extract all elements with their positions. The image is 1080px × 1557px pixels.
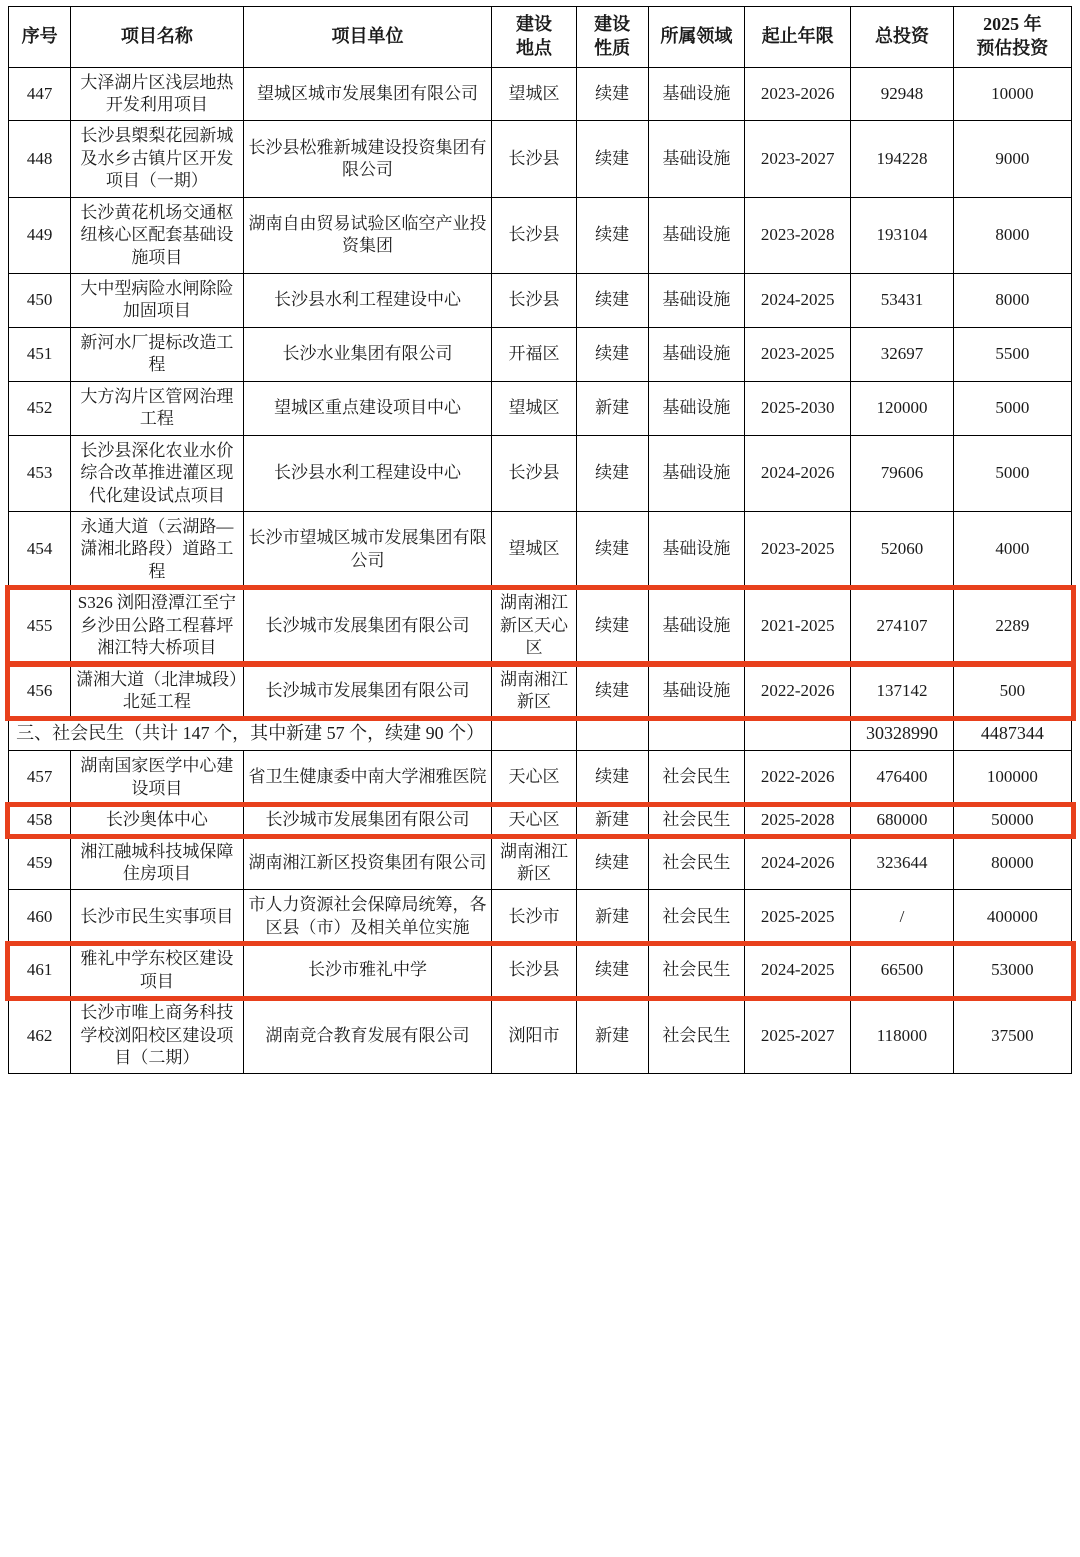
cell-field: 基础设施 xyxy=(648,327,744,381)
cell-total: 118000 xyxy=(851,998,953,1074)
cell-years: 2025-2027 xyxy=(745,998,851,1074)
cell-years: 2022-2026 xyxy=(745,664,851,718)
cell-total: 52060 xyxy=(851,511,953,587)
cell-name: 大中型病险水闸除险加固项目 xyxy=(71,274,243,328)
cell-nature: 续建 xyxy=(576,274,648,328)
table-row xyxy=(9,197,1072,273)
cell-total: 323644 xyxy=(851,836,953,890)
cell-unit: 望城区重点建设项目中心 xyxy=(243,381,492,435)
cell-place: 长沙县 xyxy=(492,121,576,197)
cell-unit: 省卫生健康委中南大学湘雅医院 xyxy=(243,751,492,805)
cell-est: 5000 xyxy=(953,435,1071,511)
cell-years: 2025-2030 xyxy=(745,381,851,435)
cell-nature: 续建 xyxy=(576,588,648,664)
table-row xyxy=(9,588,1072,664)
cell-years: 2024-2026 xyxy=(745,836,851,890)
cell-total: 66500 xyxy=(851,944,953,998)
cell-total: / xyxy=(851,890,953,944)
cell-nature: 新建 xyxy=(576,998,648,1074)
cell-seq: 451 xyxy=(9,327,71,381)
cell-name: 雅礼中学东校区建设项目 xyxy=(71,944,243,998)
cell-seq: 447 xyxy=(9,67,71,121)
table-row xyxy=(9,327,1072,381)
cell-unit: 市人力资源社会保障局统筹，各区县（市）及相关单位实施 xyxy=(243,890,492,944)
cell-total: 79606 xyxy=(851,435,953,511)
cell-nature: 新建 xyxy=(576,890,648,944)
cell-nature: 续建 xyxy=(576,511,648,587)
section-label: 三、社会民生（共计 147 个，其中新建 57 个，续建 90 个） xyxy=(9,718,492,751)
cell-place: 天心区 xyxy=(492,805,576,836)
cell-field: 基础设施 xyxy=(648,588,744,664)
col-header-place-line1: 建设 xyxy=(515,14,552,34)
cell-years: 2022-2026 xyxy=(745,751,851,805)
cell-years: 2023-2025 xyxy=(745,511,851,587)
cell-total: 476400 xyxy=(851,751,953,805)
cell-seq: 462 xyxy=(9,998,71,1074)
cell-place: 望城区 xyxy=(492,511,576,587)
cell-est: 400000 xyxy=(953,890,1071,944)
cell-nature: 续建 xyxy=(576,751,648,805)
table-row xyxy=(9,511,1072,587)
cell-field: 社会民生 xyxy=(648,836,744,890)
header-row xyxy=(9,7,1072,68)
table-row xyxy=(9,121,1072,197)
cell-field: 社会民生 xyxy=(648,751,744,805)
cell-seq: 458 xyxy=(9,805,71,836)
cell-name: 新河水厂提标改造工程 xyxy=(71,327,243,381)
cell-nature: 续建 xyxy=(576,664,648,718)
table-row xyxy=(9,381,1072,435)
cell-total: 120000 xyxy=(851,381,953,435)
cell-unit: 长沙水业集团有限公司 xyxy=(243,327,492,381)
cell-seq: 456 xyxy=(9,664,71,718)
cell-nature: 续建 xyxy=(576,67,648,121)
col-header-total: 总投资 xyxy=(851,7,953,68)
projects-table xyxy=(8,6,1072,1074)
col-header-seq: 序号 xyxy=(9,7,71,68)
cell-name: 湘江融城科技城保障住房项目 xyxy=(71,836,243,890)
cell-seq: 453 xyxy=(9,435,71,511)
cell-seq: 459 xyxy=(9,836,71,890)
cell-field: 基础设施 xyxy=(648,121,744,197)
cell-name: 长沙市唯上商务科技学校浏阳校区建设项目（二期） xyxy=(71,998,243,1074)
table-header xyxy=(9,7,1072,68)
cell-unit: 望城区城市发展集团有限公司 xyxy=(243,67,492,121)
cell-field: 社会民生 xyxy=(648,944,744,998)
cell-years: 2025-2025 xyxy=(745,890,851,944)
col-header-years: 起止年限 xyxy=(745,7,851,68)
cell-est: 37500 xyxy=(953,998,1071,1074)
cell-total: 137142 xyxy=(851,664,953,718)
cell-field: 社会民生 xyxy=(648,890,744,944)
cell-years xyxy=(745,718,851,751)
cell-place: 长沙县 xyxy=(492,274,576,328)
col-header-nature-line1: 建设 xyxy=(594,14,631,34)
table-row xyxy=(9,435,1072,511)
table-row xyxy=(9,664,1072,718)
cell-est: 5000 xyxy=(953,381,1071,435)
cell-name: 大方沟片区管网治理工程 xyxy=(71,381,243,435)
cell-unit: 长沙城市发展集团有限公司 xyxy=(243,588,492,664)
cell-est: 2289 xyxy=(953,588,1071,664)
table-row xyxy=(9,274,1072,328)
cell-total: 680000 xyxy=(851,805,953,836)
cell-years: 2025-2028 xyxy=(745,805,851,836)
cell-total: 53431 xyxy=(851,274,953,328)
cell-field: 基础设施 xyxy=(648,197,744,273)
cell-nature: 续建 xyxy=(576,944,648,998)
cell-unit: 长沙市望城区城市发展集团有限公司 xyxy=(243,511,492,587)
col-header-nature xyxy=(576,7,648,68)
col-header-field: 所属领域 xyxy=(648,7,744,68)
cell-total: 194228 xyxy=(851,121,953,197)
cell-seq: 457 xyxy=(9,751,71,805)
cell-seq: 450 xyxy=(9,274,71,328)
cell-name: 湖南国家医学中心建设项目 xyxy=(71,751,243,805)
cell-place: 浏阳市 xyxy=(492,998,576,1074)
cell-est: 5500 xyxy=(953,327,1071,381)
cell-years: 2023-2027 xyxy=(745,121,851,197)
cell-place: 望城区 xyxy=(492,67,576,121)
cell-years: 2023-2028 xyxy=(745,197,851,273)
cell-name: 长沙市民生实事项目 xyxy=(71,890,243,944)
cell-seq: 454 xyxy=(9,511,71,587)
cell-name: 大泽湖片区浅层地热开发利用项目 xyxy=(71,67,243,121)
cell-place: 开福区 xyxy=(492,327,576,381)
cell-years: 2024-2026 xyxy=(745,435,851,511)
cell-place: 湖南湘江新区 xyxy=(492,664,576,718)
cell-seq: 449 xyxy=(9,197,71,273)
cell-field: 基础设施 xyxy=(648,511,744,587)
cell-seq: 452 xyxy=(9,381,71,435)
cell-nature xyxy=(576,718,648,751)
table-row xyxy=(9,998,1072,1074)
cell-est: 9000 xyxy=(953,121,1071,197)
cell-total: 30328990 xyxy=(851,718,953,751)
col-header-est-line2: 预估投资 xyxy=(976,37,1049,58)
cell-field: 基础设施 xyxy=(648,274,744,328)
cell-est: 10000 xyxy=(953,67,1071,121)
cell-name: 长沙县㮾梨花园新城及水乡古镇片区开发项目（一期） xyxy=(71,121,243,197)
cell-place: 长沙市 xyxy=(492,890,576,944)
cell-unit: 湖南湘江新区投资集团有限公司 xyxy=(243,836,492,890)
table-body xyxy=(9,67,1072,1074)
cell-unit: 长沙市雅礼中学 xyxy=(243,944,492,998)
cell-nature: 续建 xyxy=(576,197,648,273)
col-header-unit: 项目单位 xyxy=(243,7,492,68)
col-header-place xyxy=(492,7,576,68)
cell-est: 50000 xyxy=(953,805,1071,836)
cell-est: 80000 xyxy=(953,836,1071,890)
cell-name: 永通大道（云湖路—潇湘北路段）道路工程 xyxy=(71,511,243,587)
col-header-name: 项目名称 xyxy=(71,7,243,68)
cell-nature: 续建 xyxy=(576,121,648,197)
cell-unit: 长沙县水利工程建设中心 xyxy=(243,435,492,511)
cell-place xyxy=(492,718,576,751)
table-row xyxy=(9,944,1072,998)
cell-unit: 长沙县松雅新城建设投资集团有限公司 xyxy=(243,121,492,197)
cell-name: 长沙黄花机场交通枢纽核心区配套基础设施项目 xyxy=(71,197,243,273)
table-row xyxy=(9,67,1072,121)
col-header-est-line1: 2025 年 xyxy=(983,14,1042,34)
cell-unit: 湖南竞合教育发展有限公司 xyxy=(243,998,492,1074)
table-row xyxy=(9,836,1072,890)
cell-field: 社会民生 xyxy=(648,805,744,836)
cell-seq: 448 xyxy=(9,121,71,197)
cell-years: 2021-2025 xyxy=(745,588,851,664)
cell-years: 2023-2025 xyxy=(745,327,851,381)
cell-est: 500 xyxy=(953,664,1071,718)
cell-nature: 新建 xyxy=(576,381,648,435)
cell-est: 53000 xyxy=(953,944,1071,998)
col-header-nature-line2: 性质 xyxy=(594,37,631,58)
cell-field: 基础设施 xyxy=(648,67,744,121)
cell-field xyxy=(648,718,744,751)
cell-place: 天心区 xyxy=(492,751,576,805)
cell-seq: 460 xyxy=(9,890,71,944)
cell-field: 基础设施 xyxy=(648,435,744,511)
table-row xyxy=(9,890,1072,944)
cell-place: 湖南湘江新区 xyxy=(492,836,576,890)
cell-years: 2024-2025 xyxy=(745,274,851,328)
cell-unit: 湖南自由贸易试验区临空产业投资集团 xyxy=(243,197,492,273)
cell-name: 潇湘大道（北津城段）北延工程 xyxy=(71,664,243,718)
cell-est: 4487344 xyxy=(953,718,1071,751)
cell-nature: 新建 xyxy=(576,805,648,836)
cell-seq: 461 xyxy=(9,944,71,998)
cell-nature: 续建 xyxy=(576,327,648,381)
cell-name: 长沙奥体中心 xyxy=(71,805,243,836)
cell-total: 274107 xyxy=(851,588,953,664)
cell-place: 长沙县 xyxy=(492,435,576,511)
col-header-est xyxy=(953,7,1071,68)
cell-unit: 长沙县水利工程建设中心 xyxy=(243,274,492,328)
cell-years: 2023-2026 xyxy=(745,67,851,121)
cell-total: 32697 xyxy=(851,327,953,381)
cell-total: 193104 xyxy=(851,197,953,273)
cell-nature: 续建 xyxy=(576,435,648,511)
cell-name: S326 浏阳澄潭江至宁乡沙田公路工程暮坪湘江特大桥项目 xyxy=(71,588,243,664)
cell-place: 望城区 xyxy=(492,381,576,435)
cell-total: 92948 xyxy=(851,67,953,121)
col-header-place-line2: 地点 xyxy=(515,37,552,58)
cell-place: 长沙县 xyxy=(492,944,576,998)
cell-field: 社会民生 xyxy=(648,998,744,1074)
cell-est: 8000 xyxy=(953,274,1071,328)
section-row xyxy=(9,718,1072,751)
cell-est: 100000 xyxy=(953,751,1071,805)
cell-name: 长沙县深化农业水价综合改革推进灌区现代化建设试点项目 xyxy=(71,435,243,511)
cell-place: 湖南湘江新区天心区 xyxy=(492,588,576,664)
cell-nature: 续建 xyxy=(576,836,648,890)
cell-field: 基础设施 xyxy=(648,664,744,718)
table-row xyxy=(9,805,1072,836)
cell-est: 8000 xyxy=(953,197,1071,273)
cell-years: 2024-2025 xyxy=(745,944,851,998)
cell-place: 长沙县 xyxy=(492,197,576,273)
cell-seq: 455 xyxy=(9,588,71,664)
cell-field: 基础设施 xyxy=(648,381,744,435)
cell-est: 4000 xyxy=(953,511,1071,587)
cell-unit: 长沙城市发展集团有限公司 xyxy=(243,664,492,718)
cell-unit: 长沙城市发展集团有限公司 xyxy=(243,805,492,836)
table-row xyxy=(9,751,1072,805)
